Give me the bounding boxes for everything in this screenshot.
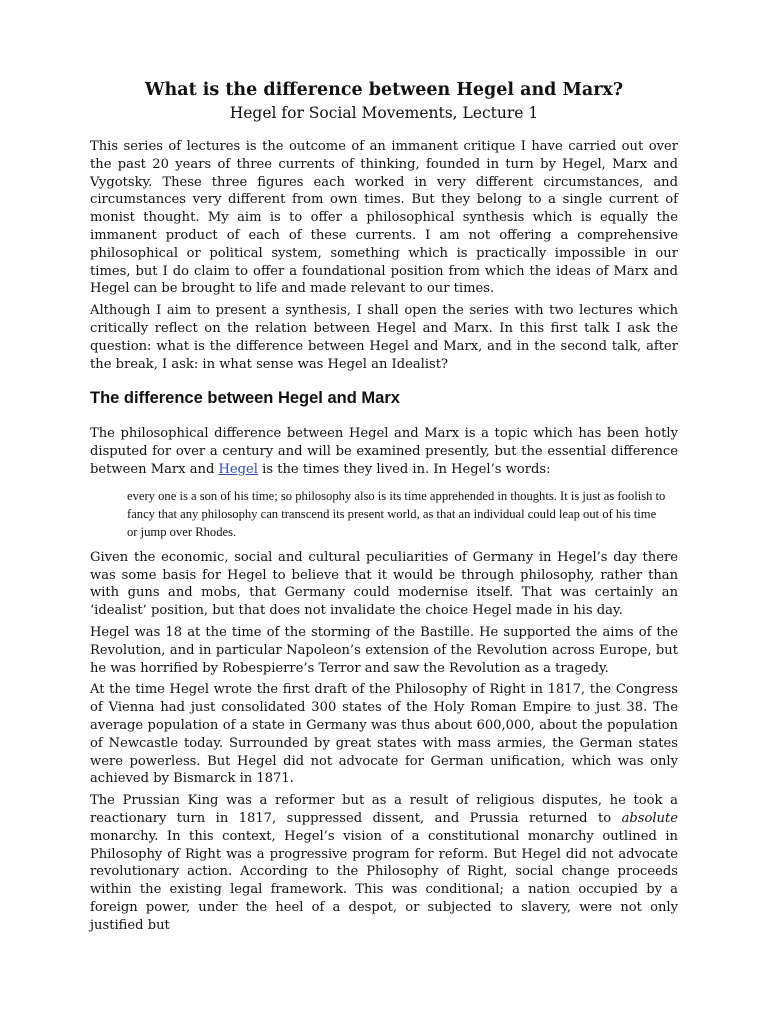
intro-paragraph-2: Although I aim to present a synthesis, I shall open the series with two lectures which critically reflect on the relation between Hegel and Marx. In this first talk I ask the question: what is the difference between Hegel and Marx, and in the second talk, after the break, I ask: in what sense was Hegel an Idealist? bbox=[90, 303, 678, 372]
section-paragraph-text-start: The philosophical difference between Hegel and Marx is a topic which has been hotly disputed for over a century and will be examined presently, but the essential difference between Marx and bbox=[90, 426, 678, 477]
absolute-emphasis: absolute bbox=[621, 810, 678, 826]
document-page bbox=[90, 78, 678, 938]
body-paragraph-4-end: monarchy. In this context, Hegel’s vision of a constitutional monarchy outlined in Philosophy of Right was a progressive program for reform. But Hegel did not advocate revolutionary action. According to the Philosophy of Right, social change proceeds within the existing legal framework. This was conditional; a nation occupied by a foreign power, under the heel of a despot, or subjected to slavery, were not only justified but bbox=[90, 828, 678, 933]
intro-paragraph-1: This series of lectures is the outcome of an immanent critique I have carried out over the past 20 years of three currents of thinking, founded in turn by Hegel, Marx and Vygotsky. These three figures each worked in very different circumstances, and circumstances very different from own times. But they belong to a single current of monist thought. My aim is to offer a philosophical synthesis which is equally the immanent product of each of these currents. I am not offering a comprehensive philosophical or political system, something which is practically impossible in our times, but I do claim to offer a foundational position from which the ideas of Marx and Hegel can be brought to life and made relevant to our times. bbox=[90, 139, 678, 297]
section-paragraph-text-end: is the times they lived in. In Hegel’s words: bbox=[258, 461, 551, 477]
body-paragraph-4-start: The Prussian King was a reformer but as a result of religious disputes, he took a reactionary turn in 1817, suppressed dissent, and Prussia returned to bbox=[90, 793, 678, 826]
section-paragraph bbox=[90, 425, 678, 478]
hegel-link[interactable]: Hegel bbox=[218, 461, 258, 477]
document-title: What is the difference between Hegel and Marx? bbox=[144, 80, 624, 100]
section-heading: The difference between Hegel and Marx bbox=[90, 389, 400, 408]
hegel-quote: every one is a son of his time; so philosophy also is its time apprehended in thoughts. It is just as foolish to fancy that any philosophy can transcend its present world, as that an individual could leap out of his time or jump over Rhodes. bbox=[127, 488, 666, 539]
body-paragraph-3: At the time Hegel wrote the first draft of the Philosophy of Right in 1817, the Congress of Vienna had just consolidated 300 states of the Holy Roman Empire to just 38. The average population of a state in Germany was thus about 600,000, about the population of Newcastle today. Surrounded by great states with mass armies, the German states were powerless. But Hegel did not advocate for German unification, which was only achieved by Bismarck in 1871. bbox=[90, 682, 678, 787]
document-subtitle: Hegel for Social Movements, Lecture 1 bbox=[229, 104, 539, 122]
body-paragraph-1: Given the economic, social and cultural peculiarities of Germany in Hegel’s day there was some basis for Hegel to believe that it would be through philosophy, rather than with guns and mobs, that Germany could modernise itself. That was certainly an ‘idealist’ position, but that does not invalidate the choice Hegel made in his day. bbox=[90, 549, 678, 619]
body-paragraph-4 bbox=[90, 792, 678, 934]
body-paragraph-2: Hegel was 18 at the time of the storming of the Bastille. He supported the aims of the Revolution, and in particular Napoleon’s extension of the Revolution across Europe, but he was horrified by Robespierre’s Terror and saw the Revolution as a tragedy. bbox=[90, 624, 678, 676]
